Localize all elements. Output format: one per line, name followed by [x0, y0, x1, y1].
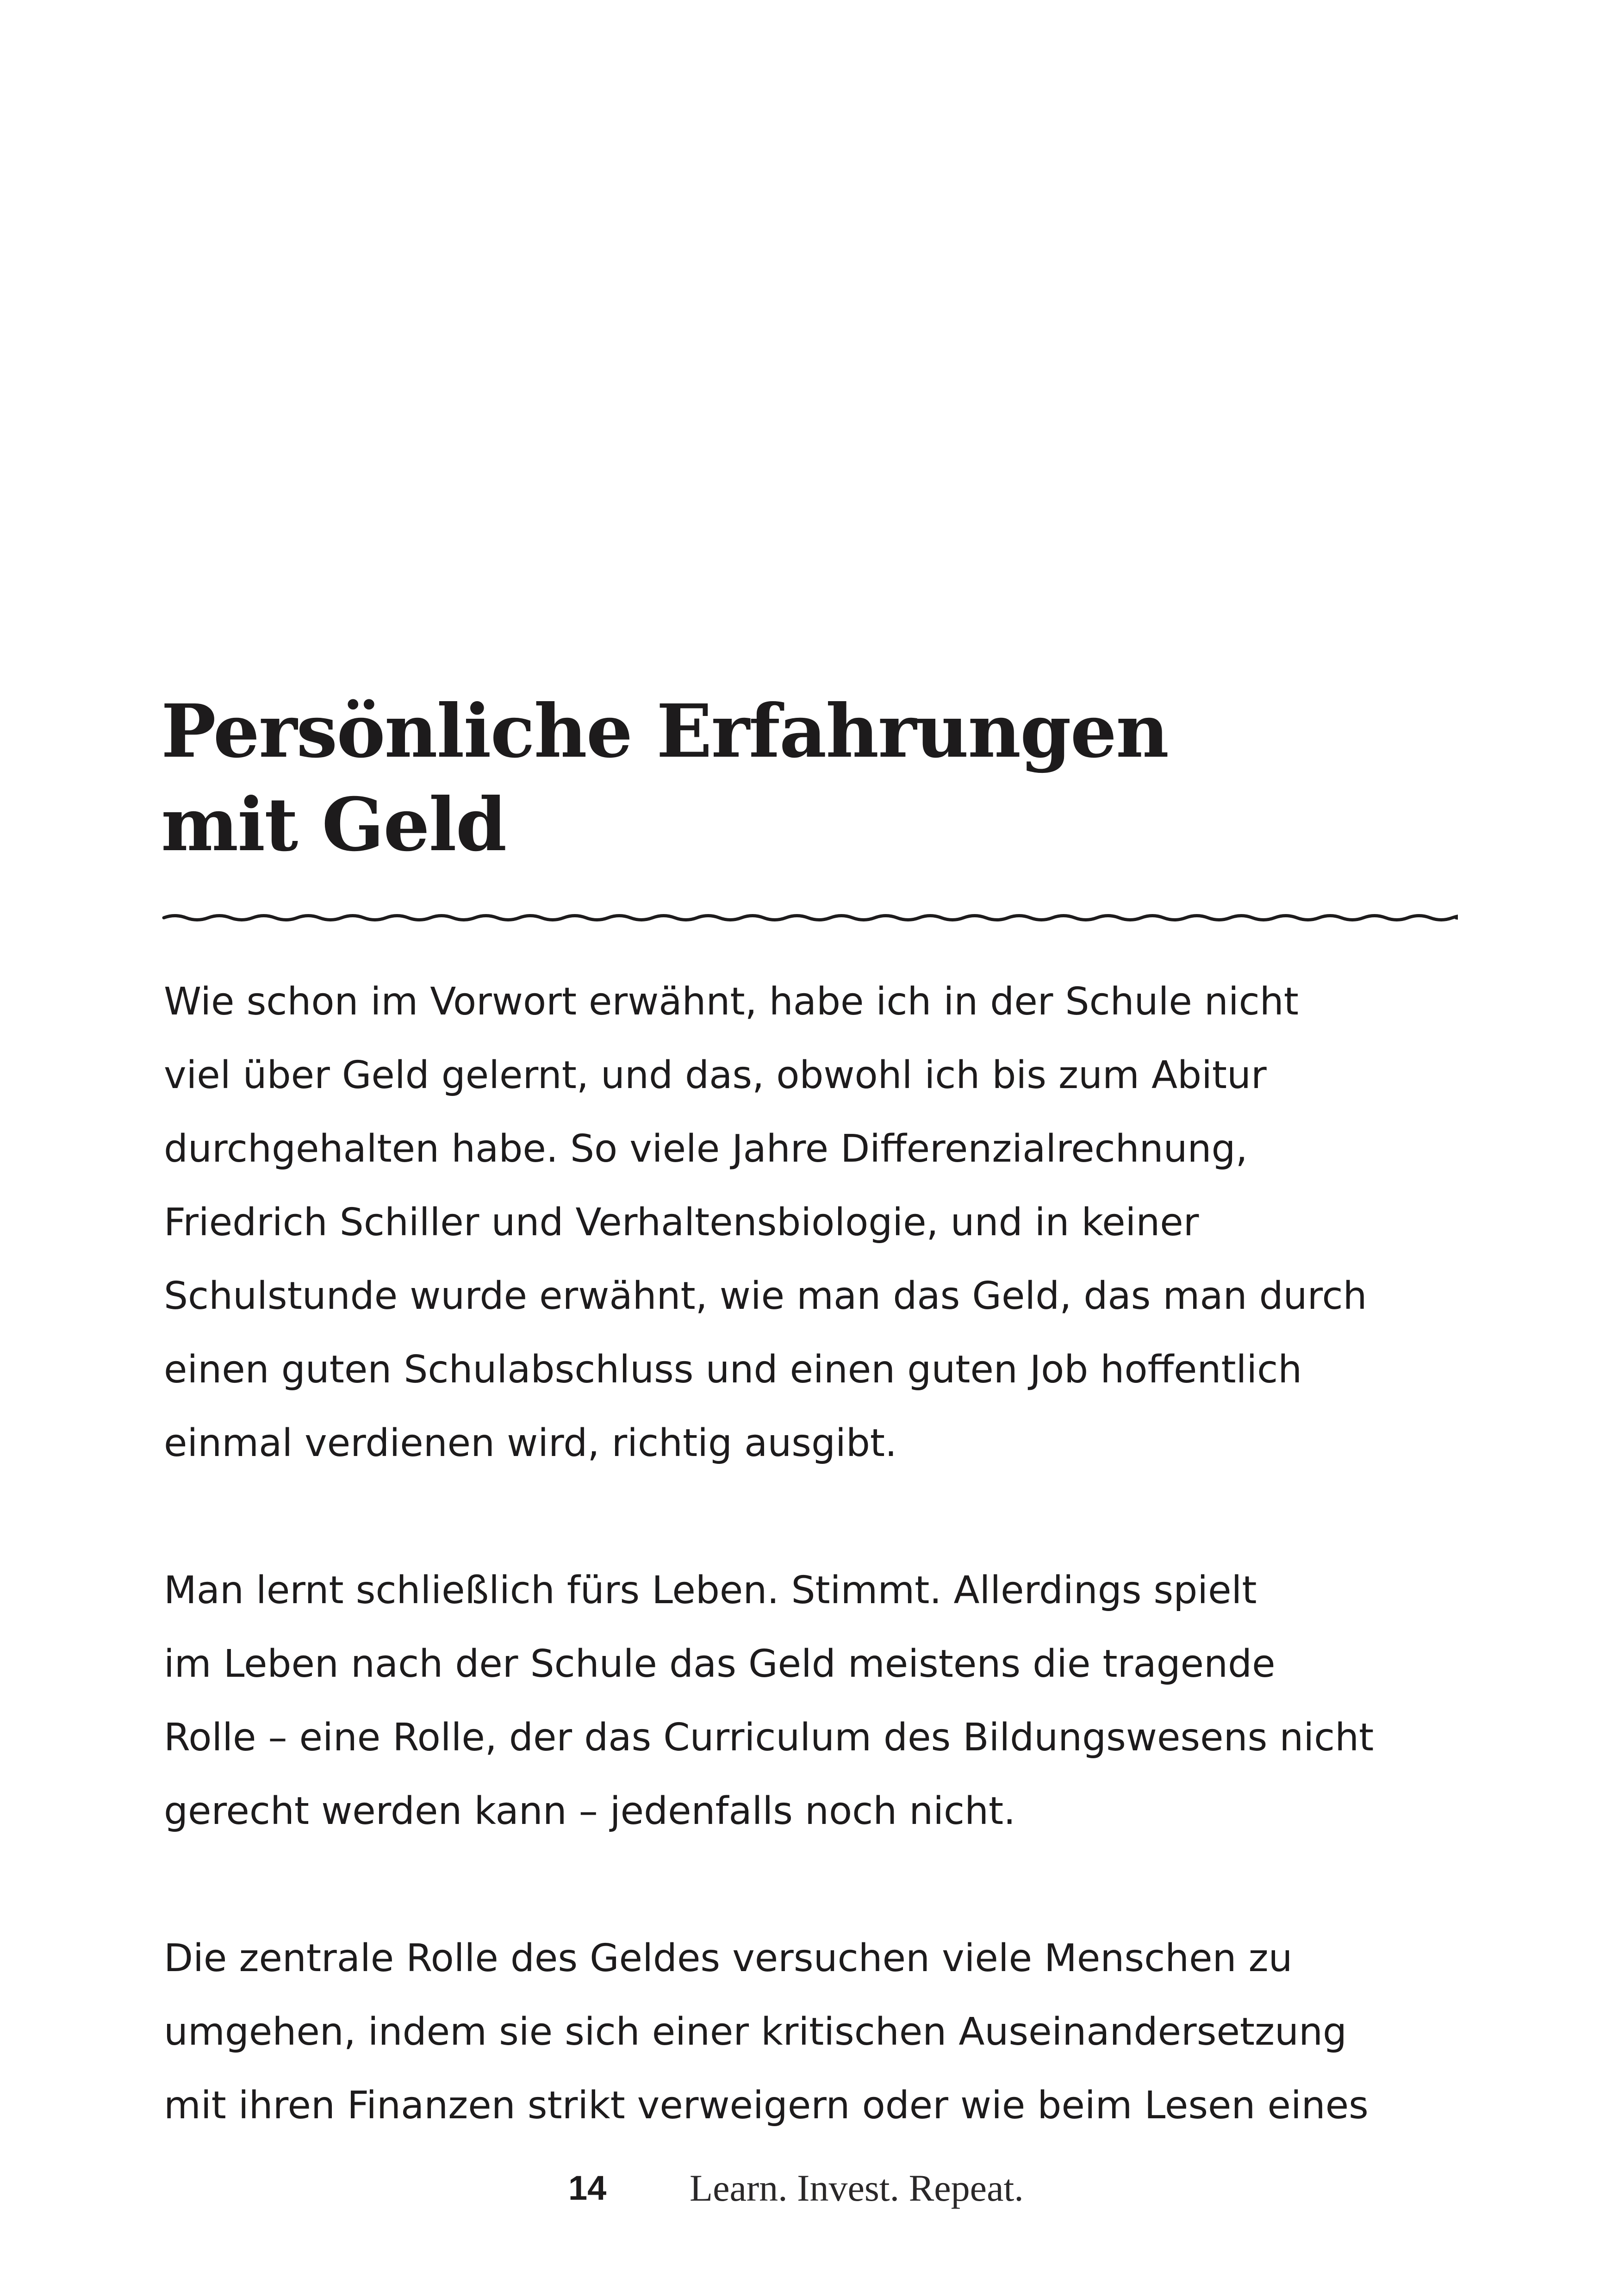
- text-line: durchgehalten habe. So viele Jahre Differenzialrechnung,: [164, 1127, 1248, 1171]
- text-line: Rolle – eine Rolle, der das Curriculum des Bildungswesens nicht: [164, 1716, 1374, 1760]
- text-line: Schulstunde wurde erwähnt, wie man das Geld, das man durch: [164, 1274, 1367, 1318]
- text-line: mit ihren Finanzen strikt verweigern oder wie beim Lesen eines: [164, 2084, 1369, 2128]
- running-title: Learn. Invest. Repeat.: [690, 2167, 1024, 2209]
- text-line: im Leben nach der Schule das Geld meistens die tragende: [164, 1642, 1276, 1686]
- page-number: 14: [568, 2169, 607, 2207]
- text-line: einen guten Schulabschluss und einen guten Job hoffentlich: [164, 1348, 1302, 1392]
- chapter-heading: [161, 685, 1457, 872]
- paragraph: [164, 965, 1460, 1480]
- body-text: [164, 965, 1460, 2216]
- text-line: einmal verdienen wird, richtig ausgibt.: [164, 1421, 897, 1465]
- text-line: umgehen, indem sie sich einer kritischen Auseinandersetzung: [164, 2010, 1347, 2054]
- paragraph: [164, 1922, 1460, 2142]
- paragraph: [164, 1554, 1460, 1848]
- text-line: gerecht werden kann – jedenfalls noch nicht.: [164, 1789, 1016, 1833]
- heading-line: mit Geld: [161, 782, 506, 868]
- page-footer: [0, 2160, 1618, 2216]
- text-line: viel über Geld gelernt, und das, obwohl ich bis zum Abitur: [164, 1053, 1267, 1097]
- text-line: Man lernt schließlich fürs Leben. Stimmt. Allerdings spielt: [164, 1568, 1257, 1612]
- heading-line: Persönliche Erfahrungen: [161, 689, 1168, 774]
- text-line: Wie schon im Vorwort erwähnt, habe ich in der Schule nicht: [164, 980, 1299, 1024]
- text-line: Friedrich Schiller und Verhaltensbiologie, und in keiner: [164, 1201, 1199, 1244]
- text-line: Die zentrale Rolle des Geldes versuchen viele Menschen zu: [164, 1936, 1293, 1980]
- wavy-divider: [162, 906, 1458, 929]
